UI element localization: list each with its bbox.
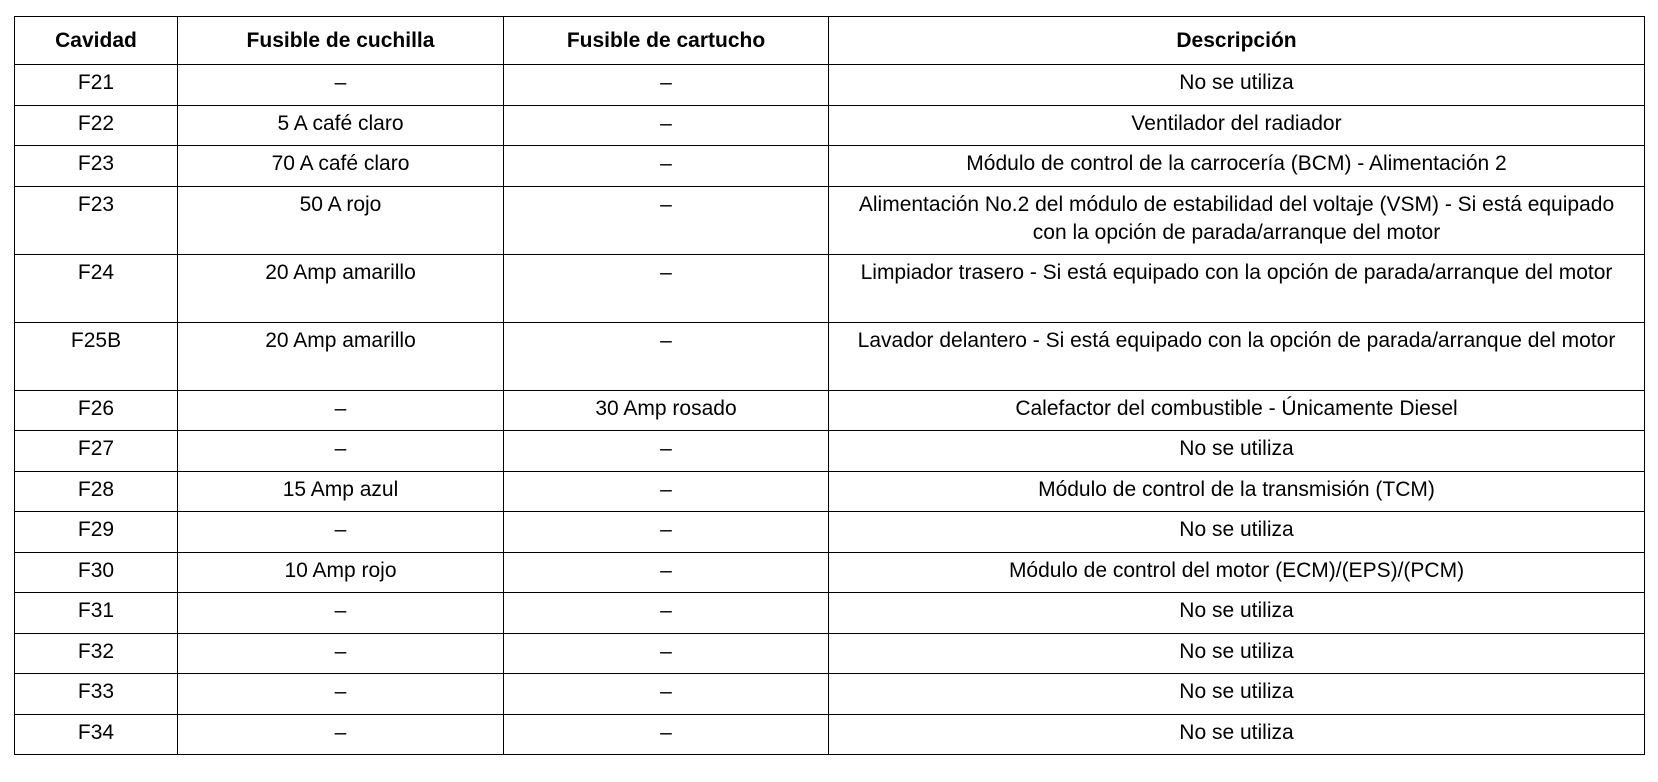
table-row <box>15 146 1645 187</box>
cell-descripcion: Módulo de control de la carrocería (BCM) - Alimentación 2 <box>829 146 1645 187</box>
cell-fusible-cartucho: – <box>504 633 829 674</box>
table-row <box>15 593 1645 634</box>
cell-fusible-cuchilla: – <box>178 512 504 553</box>
cell-cavidad: F24 <box>15 254 178 322</box>
cell-cavidad: F23 <box>15 186 178 254</box>
table-row <box>15 431 1645 472</box>
cell-fusible-cuchilla: 20 Amp amarillo <box>178 254 504 322</box>
cell-descripcion: No se utiliza <box>829 512 1645 553</box>
cell-descripcion: Calefactor del combustible - Únicamente Diesel <box>829 390 1645 431</box>
cell-cavidad: F26 <box>15 390 178 431</box>
cell-fusible-cartucho: – <box>504 471 829 512</box>
cell-descripcion: No se utiliza <box>829 633 1645 674</box>
table-row <box>15 512 1645 553</box>
cell-cavidad: F31 <box>15 593 178 634</box>
cell-fusible-cartucho: – <box>504 512 829 553</box>
cell-cavidad: F25B <box>15 322 178 390</box>
cell-fusible-cartucho: – <box>504 593 829 634</box>
table-header-row <box>15 17 1645 65</box>
cell-descripcion: No se utiliza <box>829 65 1645 106</box>
cell-fusible-cuchilla: 20 Amp amarillo <box>178 322 504 390</box>
cell-cavidad: F33 <box>15 674 178 715</box>
cell-descripcion: Módulo de control del motor (ECM)/(EPS)/(PCM) <box>829 552 1645 593</box>
cell-descripcion: Módulo de control de la transmisión (TCM) <box>829 471 1645 512</box>
table-row <box>15 105 1645 146</box>
cell-descripcion: No se utiliza <box>829 593 1645 634</box>
cell-fusible-cuchilla: – <box>178 714 504 755</box>
table-row <box>15 322 1645 390</box>
cell-cavidad: F21 <box>15 65 178 106</box>
cell-fusible-cartucho: – <box>504 146 829 187</box>
cell-fusible-cartucho: – <box>504 322 829 390</box>
cell-fusible-cuchilla: – <box>178 633 504 674</box>
cell-descripcion: No se utiliza <box>829 674 1645 715</box>
cell-fusible-cuchilla: 15 Amp azul <box>178 471 504 512</box>
header-cavidad: Cavidad <box>15 17 178 65</box>
cell-fusible-cartucho: – <box>504 674 829 715</box>
table-row <box>15 552 1645 593</box>
cell-cavidad: F34 <box>15 714 178 755</box>
cell-fusible-cuchilla: 50 A rojo <box>178 186 504 254</box>
cell-fusible-cuchilla: – <box>178 674 504 715</box>
cell-fusible-cartucho: – <box>504 105 829 146</box>
table-row <box>15 471 1645 512</box>
cell-fusible-cuchilla: – <box>178 390 504 431</box>
cell-cavidad: F22 <box>15 105 178 146</box>
fuse-table <box>14 16 1645 755</box>
header-fusible-cartucho: Fusible de cartucho <box>504 17 829 65</box>
cell-fusible-cartucho: – <box>504 714 829 755</box>
cell-descripcion: Alimentación No.2 del módulo de estabilidad del voltaje (VSM) - Si está equipado con la opción de parada/arranque del motor <box>829 186 1645 254</box>
cell-fusible-cartucho: – <box>504 254 829 322</box>
cell-cavidad: F30 <box>15 552 178 593</box>
cell-fusible-cartucho: 30 Amp rosado <box>504 390 829 431</box>
cell-fusible-cartucho: – <box>504 552 829 593</box>
table-row <box>15 65 1645 106</box>
cell-descripcion: Lavador delantero - Si está equipado con la opción de parada/arranque del motor <box>829 322 1645 390</box>
cell-fusible-cartucho: – <box>504 431 829 472</box>
cell-fusible-cartucho: – <box>504 65 829 106</box>
cell-fusible-cuchilla: 10 Amp rojo <box>178 552 504 593</box>
cell-fusible-cuchilla: – <box>178 593 504 634</box>
cell-fusible-cuchilla: 70 A café claro <box>178 146 504 187</box>
cell-fusible-cuchilla: 5 A café claro <box>178 105 504 146</box>
header-descripcion: Descripción <box>829 17 1645 65</box>
cell-cavidad: F32 <box>15 633 178 674</box>
table-row <box>15 390 1645 431</box>
table-row <box>15 186 1645 254</box>
cell-descripcion: No se utiliza <box>829 431 1645 472</box>
cell-cavidad: F27 <box>15 431 178 472</box>
cell-descripcion: Ventilador del radiador <box>829 105 1645 146</box>
cell-cavidad: F29 <box>15 512 178 553</box>
cell-fusible-cartucho: – <box>504 186 829 254</box>
table-row <box>15 674 1645 715</box>
cell-fusible-cuchilla: – <box>178 65 504 106</box>
cell-cavidad: F23 <box>15 146 178 187</box>
header-fusible-cuchilla: Fusible de cuchilla <box>178 17 504 65</box>
table-row <box>15 633 1645 674</box>
table-row <box>15 714 1645 755</box>
table-row <box>15 254 1645 322</box>
cell-descripcion: Limpiador trasero - Si está equipado con la opción de parada/arranque del motor <box>829 254 1645 322</box>
cell-cavidad: F28 <box>15 471 178 512</box>
cell-fusible-cuchilla: – <box>178 431 504 472</box>
cell-descripcion: No se utiliza <box>829 714 1645 755</box>
